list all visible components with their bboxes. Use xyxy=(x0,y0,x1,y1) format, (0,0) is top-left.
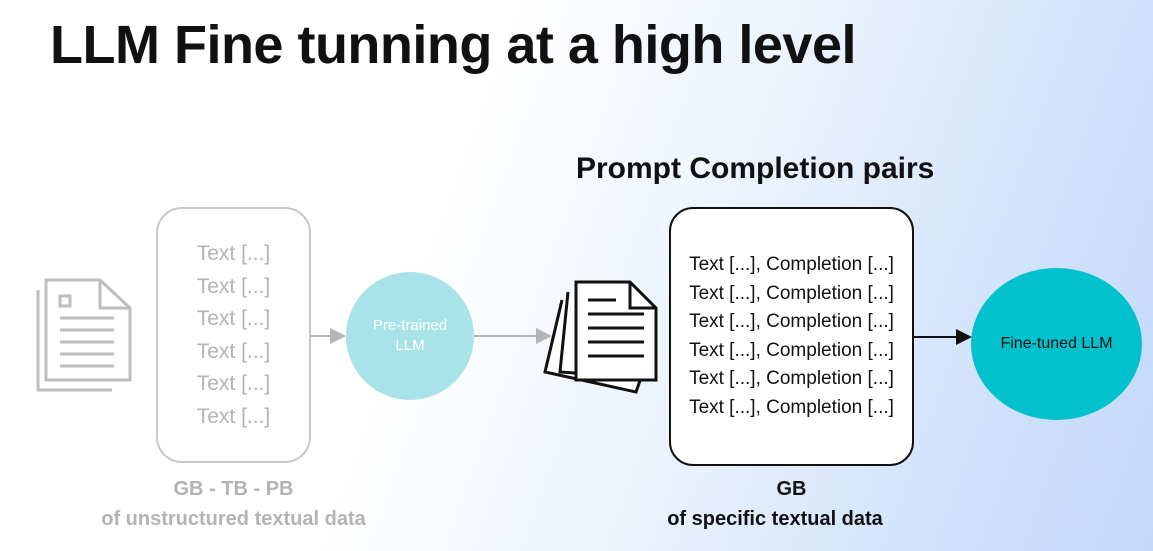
pretrain-caption-size: GB - TB - PB xyxy=(173,478,294,500)
section-heading: Prompt Completion pairs xyxy=(576,152,935,185)
finetuned-llm-label: Fine-tuned LLM xyxy=(1000,335,1113,352)
page-title: LLM Fine tunning at a high level xyxy=(50,15,856,75)
list-item: Text [...] xyxy=(196,339,271,363)
list-item: Text [...] xyxy=(196,274,271,298)
pretrained-llm-node xyxy=(346,272,474,400)
finetune-caption-size: GB xyxy=(776,478,807,500)
pretrained-llm-label-line1: Pre-trained xyxy=(372,317,448,334)
list-item: Text [...], Completion [...] xyxy=(689,396,894,418)
list-item: Text [...], Completion [...] xyxy=(689,311,894,333)
list-item: Text [...], Completion [...] xyxy=(689,282,894,304)
prompt-completion-list xyxy=(669,251,914,423)
document-stack-icon xyxy=(545,282,656,392)
list-item: Text [...] xyxy=(196,404,271,428)
list-item: Text [...] xyxy=(196,307,271,331)
list-item: Text [...] xyxy=(196,372,271,396)
list-item: Text [...], Completion [...] xyxy=(689,339,894,361)
list-item: Text [...] xyxy=(196,242,271,265)
pretrained-llm-label-line2: LLM xyxy=(395,337,425,354)
unstructured-text-list xyxy=(156,238,311,434)
list-item: Text [...], Completion [...] xyxy=(689,368,894,390)
finetune-caption-desc: of specific textual data xyxy=(667,508,883,530)
finetuned-llm-node xyxy=(971,268,1142,420)
pretrain-caption-desc: of unstructured textual data xyxy=(101,508,366,530)
list-item: Text [...], Completion [...] xyxy=(689,254,894,275)
document-stack-icon-faded xyxy=(38,280,130,390)
